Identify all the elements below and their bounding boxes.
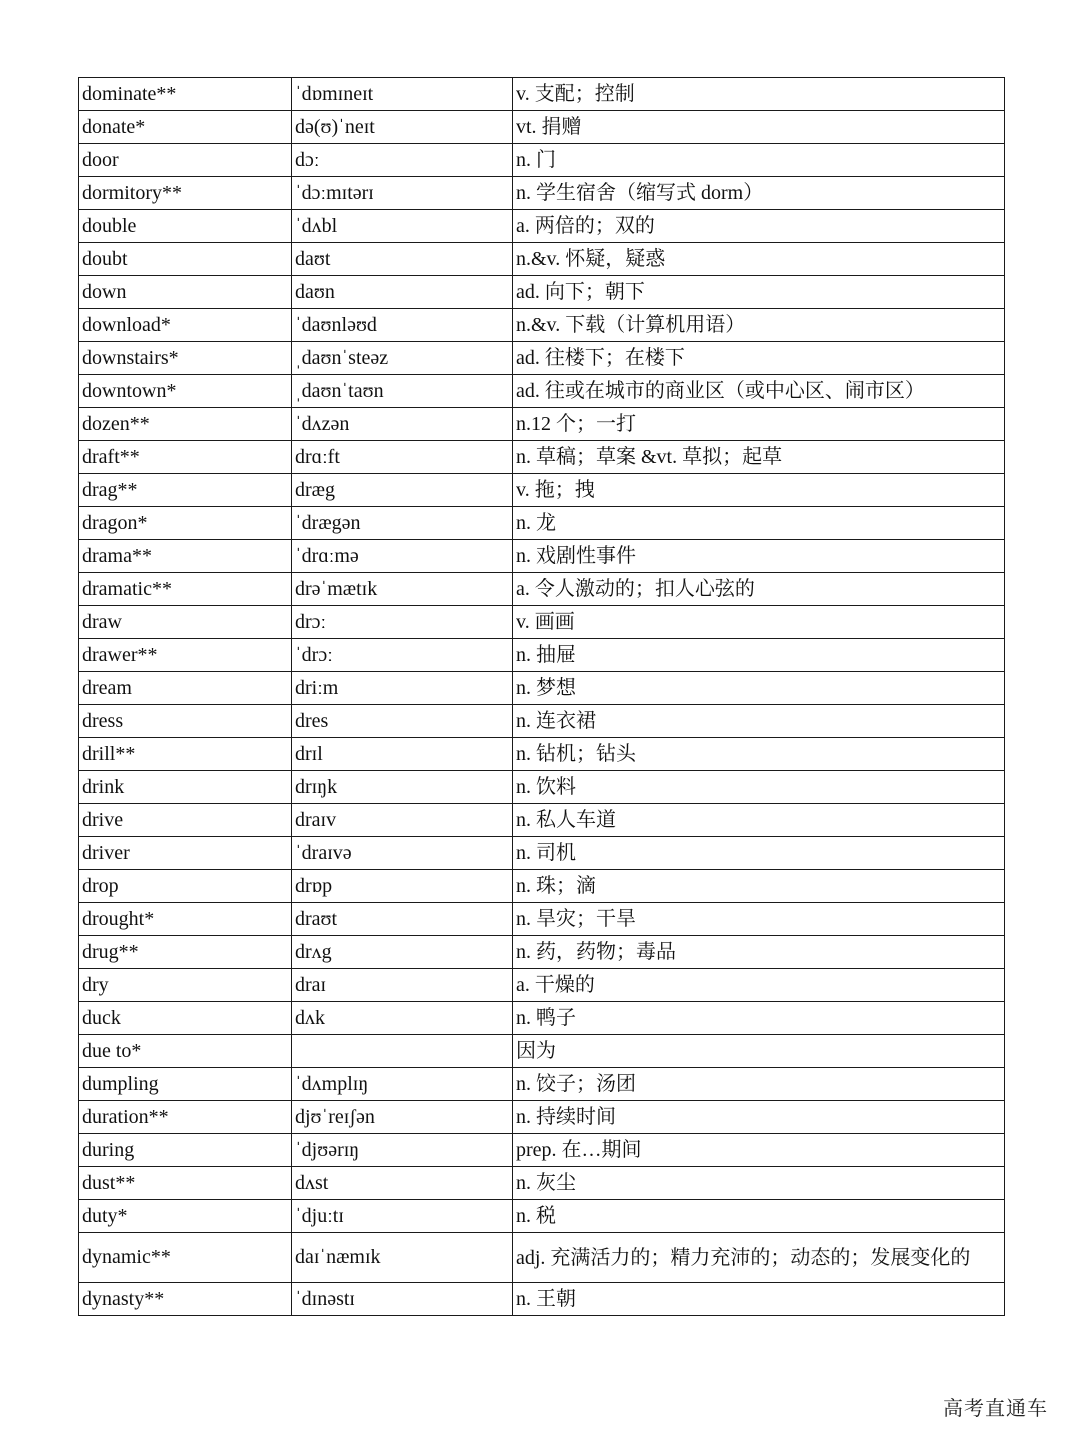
table-row xyxy=(79,672,1005,705)
meaning-cell: a. 令人激动的；扣人心弦的 xyxy=(513,573,1005,606)
word-cell: downtown* xyxy=(79,375,292,408)
phonetic-cell: daʊn xyxy=(292,276,513,309)
phonetic-cell: ˈdrɑːmə xyxy=(292,540,513,573)
table-row xyxy=(79,705,1005,738)
phonetic-cell: draɪ xyxy=(292,969,513,1002)
word-cell: dynasty** xyxy=(79,1283,292,1316)
vocabulary-table xyxy=(78,77,1005,1316)
phonetic-cell: dʌk xyxy=(292,1002,513,1035)
phonetic-cell: daɪˈnæmɪk xyxy=(292,1233,513,1283)
phonetic-cell: ˈdrægən xyxy=(292,507,513,540)
phonetic-cell: drɪl xyxy=(292,738,513,771)
table-row xyxy=(79,342,1005,375)
phonetic-cell: drɒp xyxy=(292,870,513,903)
table-row xyxy=(79,1200,1005,1233)
table-row xyxy=(79,1002,1005,1035)
table-row xyxy=(79,540,1005,573)
meaning-cell: prep. 在…期间 xyxy=(513,1134,1005,1167)
table-row xyxy=(79,507,1005,540)
phonetic-cell: draɪv xyxy=(292,804,513,837)
meaning-cell: ad. 向下；朝下 xyxy=(513,276,1005,309)
meaning-cell: n. 学生宿舍（缩写式 dorm） xyxy=(513,177,1005,210)
watermark-text: 高考直通车 xyxy=(943,1396,1048,1420)
meaning-cell: n. 药，药物；毒品 xyxy=(513,936,1005,969)
word-cell: driver xyxy=(79,837,292,870)
meaning-cell: n. 灰尘 xyxy=(513,1167,1005,1200)
meaning-cell: v. 拖；拽 xyxy=(513,474,1005,507)
phonetic-cell: drɪŋk xyxy=(292,771,513,804)
meaning-cell: ad. 往或在城市的商业区（或中心区、闹市区） xyxy=(513,375,1005,408)
meaning-cell: n. 持续时间 xyxy=(513,1101,1005,1134)
phonetic-cell: dræg xyxy=(292,474,513,507)
table-row xyxy=(79,1134,1005,1167)
phonetic-cell: ˈdjuːtɪ xyxy=(292,1200,513,1233)
word-cell: drug** xyxy=(79,936,292,969)
table-row xyxy=(79,408,1005,441)
phonetic-cell: ˈdʌmplɪŋ xyxy=(292,1068,513,1101)
meaning-cell: n. 旱灾；干旱 xyxy=(513,903,1005,936)
word-cell: door xyxy=(79,144,292,177)
table-row xyxy=(79,276,1005,309)
phonetic-cell: daʊt xyxy=(292,243,513,276)
phonetic-cell xyxy=(292,1035,513,1068)
phonetic-cell: ˌdaʊnˈtaʊn xyxy=(292,375,513,408)
word-cell: drill** xyxy=(79,738,292,771)
table-row xyxy=(79,210,1005,243)
meaning-cell: n. 戏剧性事件 xyxy=(513,540,1005,573)
phonetic-cell: drəˈmætɪk xyxy=(292,573,513,606)
word-cell: dozen** xyxy=(79,408,292,441)
table-row xyxy=(79,771,1005,804)
word-cell: during xyxy=(79,1134,292,1167)
word-cell: duty* xyxy=(79,1200,292,1233)
word-cell: due to* xyxy=(79,1035,292,1068)
vocabulary-table-body xyxy=(79,78,1005,1316)
phonetic-cell: drɔː xyxy=(292,606,513,639)
meaning-cell: vt. 捐赠 xyxy=(513,111,1005,144)
table-row xyxy=(79,870,1005,903)
phonetic-cell: ˈdrɔː xyxy=(292,639,513,672)
meaning-cell: adj. 充满活力的；精力充沛的；动态的；发展变化的 xyxy=(513,1233,1005,1283)
phonetic-cell: ˈdʌbl xyxy=(292,210,513,243)
table-row xyxy=(79,837,1005,870)
table-row xyxy=(79,969,1005,1002)
meaning-cell: n. 连衣裙 xyxy=(513,705,1005,738)
meaning-cell: a. 干燥的 xyxy=(513,969,1005,1002)
phonetic-cell: də(ʊ)ˈneɪt xyxy=(292,111,513,144)
meaning-cell: n. 王朝 xyxy=(513,1283,1005,1316)
phonetic-cell: draʊt xyxy=(292,903,513,936)
word-cell: dynamic** xyxy=(79,1233,292,1283)
table-row xyxy=(79,375,1005,408)
word-cell: dragon* xyxy=(79,507,292,540)
word-cell: dominate** xyxy=(79,78,292,111)
word-cell: download* xyxy=(79,309,292,342)
table-row xyxy=(79,309,1005,342)
word-cell: dress xyxy=(79,705,292,738)
table-row xyxy=(79,243,1005,276)
meaning-cell: n. 草稿；草案 &vt. 草拟；起草 xyxy=(513,441,1005,474)
phonetic-cell: ˈdɪnəstɪ xyxy=(292,1283,513,1316)
phonetic-cell: dɔː xyxy=(292,144,513,177)
phonetic-cell: dʌst xyxy=(292,1167,513,1200)
meaning-cell: n. 税 xyxy=(513,1200,1005,1233)
phonetic-cell: driːm xyxy=(292,672,513,705)
word-cell: dumpling xyxy=(79,1068,292,1101)
phonetic-cell: ˈdraɪvə xyxy=(292,837,513,870)
word-cell: draw xyxy=(79,606,292,639)
meaning-cell: n.&v. 怀疑，疑惑 xyxy=(513,243,1005,276)
phonetic-cell: drɑːft xyxy=(292,441,513,474)
table-row xyxy=(79,936,1005,969)
phonetic-cell: ˈdɔːmɪtərɪ xyxy=(292,177,513,210)
word-cell: dream xyxy=(79,672,292,705)
table-row xyxy=(79,78,1005,111)
word-cell: dust** xyxy=(79,1167,292,1200)
table-row xyxy=(79,903,1005,936)
word-cell: drought* xyxy=(79,903,292,936)
table-row xyxy=(79,606,1005,639)
meaning-cell: n. 私人车道 xyxy=(513,804,1005,837)
table-row xyxy=(79,1283,1005,1316)
word-cell: duration** xyxy=(79,1101,292,1134)
meaning-cell: n. 梦想 xyxy=(513,672,1005,705)
word-cell: drop xyxy=(79,870,292,903)
meaning-cell: n. 饮料 xyxy=(513,771,1005,804)
meaning-cell: n. 鸭子 xyxy=(513,1002,1005,1035)
phonetic-cell: ˈdjʊərɪŋ xyxy=(292,1134,513,1167)
word-cell: drag** xyxy=(79,474,292,507)
phonetic-cell: djʊˈreɪʃən xyxy=(292,1101,513,1134)
table-row xyxy=(79,177,1005,210)
word-cell: drink xyxy=(79,771,292,804)
meaning-cell: n. 门 xyxy=(513,144,1005,177)
meaning-cell: n. 珠；滴 xyxy=(513,870,1005,903)
meaning-cell: n. 钻机；钻头 xyxy=(513,738,1005,771)
meaning-cell: v. 支配；控制 xyxy=(513,78,1005,111)
table-row xyxy=(79,1035,1005,1068)
word-cell: drama** xyxy=(79,540,292,573)
word-cell: drive xyxy=(79,804,292,837)
meaning-cell: n. 抽屉 xyxy=(513,639,1005,672)
meaning-cell: v. 画画 xyxy=(513,606,1005,639)
table-row xyxy=(79,474,1005,507)
meaning-cell: a. 两倍的；双的 xyxy=(513,210,1005,243)
word-cell: dormitory** xyxy=(79,177,292,210)
table-row xyxy=(79,1233,1005,1283)
word-cell: donate* xyxy=(79,111,292,144)
phonetic-cell: drʌg xyxy=(292,936,513,969)
table-row xyxy=(79,1068,1005,1101)
meaning-cell: n. 龙 xyxy=(513,507,1005,540)
meaning-cell: n. 饺子；汤团 xyxy=(513,1068,1005,1101)
word-cell: downstairs* xyxy=(79,342,292,375)
word-cell: down xyxy=(79,276,292,309)
word-cell: doubt xyxy=(79,243,292,276)
phonetic-cell: dres xyxy=(292,705,513,738)
phonetic-cell: ˈdaʊnləʊd xyxy=(292,309,513,342)
word-cell: dramatic** xyxy=(79,573,292,606)
phonetic-cell: ˈdɒmɪneɪt xyxy=(292,78,513,111)
table-row xyxy=(79,804,1005,837)
table-row xyxy=(79,144,1005,177)
meaning-cell: n.12 个；一打 xyxy=(513,408,1005,441)
meaning-cell: 因为 xyxy=(513,1035,1005,1068)
word-cell: duck xyxy=(79,1002,292,1035)
word-cell: drawer** xyxy=(79,639,292,672)
phonetic-cell: ˈdʌzən xyxy=(292,408,513,441)
table-row xyxy=(79,738,1005,771)
table-row xyxy=(79,639,1005,672)
word-cell: double xyxy=(79,210,292,243)
phonetic-cell: ˌdaʊnˈsteəz xyxy=(292,342,513,375)
table-row xyxy=(79,111,1005,144)
table-row xyxy=(79,1167,1005,1200)
word-cell: dry xyxy=(79,969,292,1002)
meaning-cell: ad. 往楼下；在楼下 xyxy=(513,342,1005,375)
word-cell: draft** xyxy=(79,441,292,474)
table-row xyxy=(79,573,1005,606)
meaning-cell: n. 司机 xyxy=(513,837,1005,870)
meaning-cell: n.&v. 下载（计算机用语） xyxy=(513,309,1005,342)
table-row xyxy=(79,1101,1005,1134)
table-row xyxy=(79,441,1005,474)
